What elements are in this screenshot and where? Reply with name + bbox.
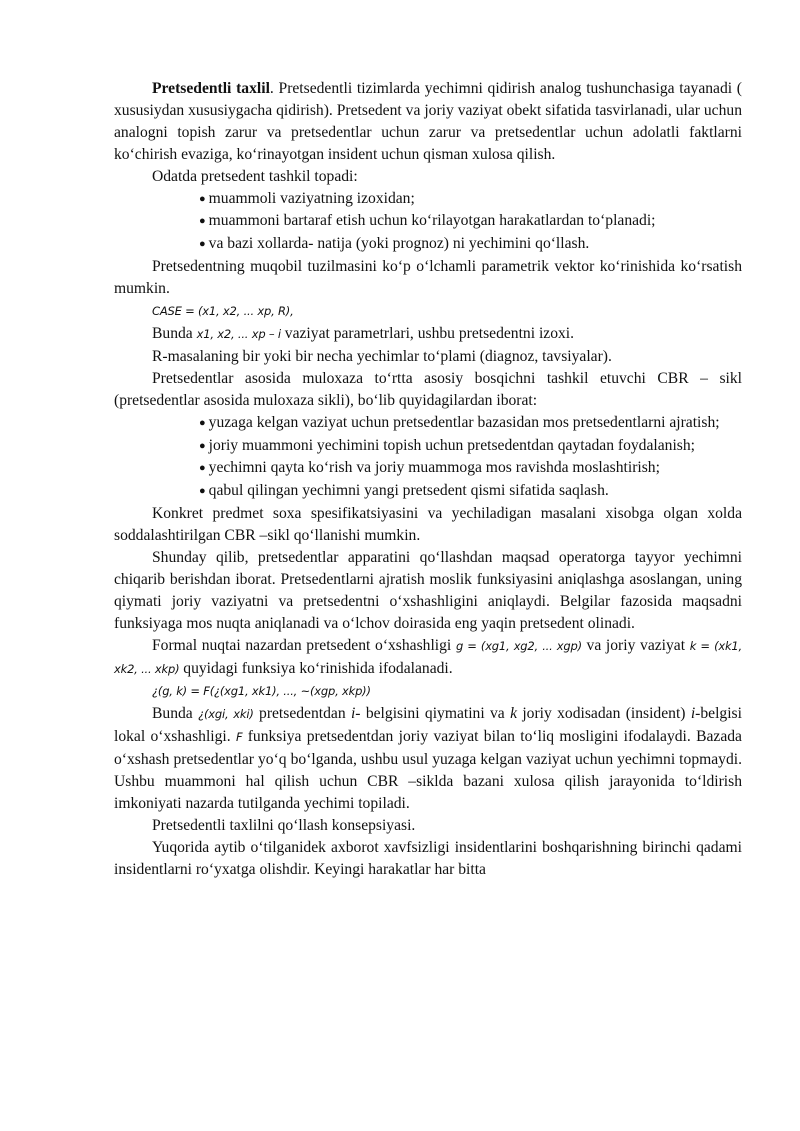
bullet-item: ● joriy muammoni yechimini topish uchun pretsedentdan qaytadan foydalanish; xyxy=(199,436,695,454)
bullet-icon: ● xyxy=(199,238,206,251)
paragraph-formal: Formal nuqtai nazardan pretsedent o‘xshashligi g = (xg1, xg2, ... xgp) va joriy vaziyat k = (xk1, xk2, ... xkp) quyidagi funksiya ko‘rinishida ifodalanadi. xyxy=(114,636,743,677)
formula-k: k = (xk1, xk2, ... xkp) xyxy=(114,638,743,676)
document-page xyxy=(114,78,742,881)
bullet-item: ● muammoli vaziyatning izoxidan; xyxy=(199,189,415,207)
paragraph-intro: Pretsedentli taxlil. Pretsedentli tizimlarda yechimni qidirish analog tushunchasiga tayanadi ( xususiydan xususiygacha qidirish). Pretsedent va joriy vaziyat obekt sifatida tasvirlanadi, ular uchun analogni topish zarur va pretsedentlar uchun zarur va pretsedentlar uchun adolatli faktlarni ko‘chirish evaziga, ko‘rinayotgan insident uchun qisman xulosa qilish. xyxy=(114,80,742,163)
formula-params: x1, x2, ... xp – i xyxy=(196,326,281,341)
paragraph-cbr: Pretsedentlar asosida muloxaza to‘rtta asosiy bosqichni tashkil etuvchi CBR – sikl (pretsedentlar asosida muloxaza sikli), bo‘lib quyidagilardan iborat: xyxy=(114,369,742,409)
formula-F: F xyxy=(235,730,243,745)
formula-similarity: ¿(g, k) = F(¿(xg1, xk1), ..., ~(xgp, xkp)) xyxy=(152,684,371,699)
paragraph-r: R-masalaning bir yoki bir necha yechimlar to‘plami (diagnoz, tavsiyalar). xyxy=(152,347,612,365)
paragraph-konkret: Konkret predmet soxa spesifikatsiyasini va yechiladigan masalani xisobga olgan xolda soddalashtirilgan CBR –sikl qo‘llanishi mumkin. xyxy=(114,505,742,545)
paragraph-local: Bunda ¿(xgi, xki) pretsedentdan i- belgisini qiymatini va k joriy xodisadan (insident) i-belgisi lokal o‘xshashligi. F funksiya pretsedentdan joriy vaziyat bilan to‘liq mosligini ifodalaydi. Bazada o‘xshash pretsedentlar yo‘q bo‘lganda, ushbu usul yuzaga kelgan vaziyat uchun yechimni topmaydi. Ushbu muammoni hal qilish uchun CBR –siklda bazani xulosa qilish jarayonida to‘ldirish imkoniyati nazarda tutilganda yechimi topiladi. xyxy=(114,705,742,812)
paragraph-structure: Odatda pretsedent tashkil topadi: xyxy=(152,167,358,185)
paragraph-next: Yuqorida aytib o‘tilganidek axborot xavfsizligi insidentlarini boshqarishning birinchi qadami insidentlarni ro‘yxatga olishdir. Keyingi harakatlar har bitta xyxy=(114,838,742,878)
formula-g: g = (xg1, xg2, ... xgp) xyxy=(455,638,582,653)
formula-case: CASE = (x1, x2, ... xp, R), xyxy=(152,304,294,319)
bullet-item: ● yuzaga kelgan vaziyat uchun pretsedentlar bazasidan mos pretsedentlarni ajratish; xyxy=(199,413,720,431)
bullet-item: ● qabul qilingan yechimni yangi pretsedent qismi sifatida saqlash. xyxy=(199,482,609,500)
bullet-icon: ● xyxy=(199,485,206,498)
bullet-item: ● yechimni qayta ko‘rish va joriy muammoga mos ravishda moslashtirish; xyxy=(199,459,660,477)
bullet-icon: ● xyxy=(199,416,206,429)
bullet-icon: ● xyxy=(199,192,206,205)
formula-local: ¿(xgi, xki) xyxy=(198,707,254,722)
bullet-item: ● va bazi xollarda- natija (yoki prognoz) ni yechimini qo‘llash. xyxy=(199,235,590,253)
bullet-icon: ● xyxy=(199,215,206,228)
paragraph-concept: Pretsedentli taxlilni qo‘llash konsepsiyasi. xyxy=(152,816,416,834)
paragraph-params: Bunda x1, x2, ... xp – i vaziyat parametrlari, ushbu pretsedentni izoxi. xyxy=(152,324,575,342)
bullet-item: ● muammoni bartaraf etish uchun ko‘rilayotgan harakatlardan to‘planadi; xyxy=(199,212,656,230)
bullet-icon: ● xyxy=(199,439,206,452)
paragraph-vector: Pretsedentning muqobil tuzilmasini ko‘p o‘lchamli parametrik vektor ko‘rinishida ko‘rsatish mumkin. xyxy=(114,258,742,298)
bullet-icon: ● xyxy=(199,462,206,475)
paragraph-purpose: Shunday qilib, pretsedentlar apparatini qo‘llashdan maqsad operatorga tayyor yechimni chiqarib berishdan iborat. Pretsedentlarni ajratish moslik funksiyasini aniqlashga asoslangan, uning qiymati joriy vaziyatni va pretsedentni o‘xshashligini aniqlaydi. Belgilar fazosida maqsadni funksiyaga mos nuqta aniqlanadi va o‘lchov doirasida eng yaqin pretsedent olinadi. xyxy=(114,549,742,632)
section-heading: Pretsedentli taxlil xyxy=(152,80,270,97)
